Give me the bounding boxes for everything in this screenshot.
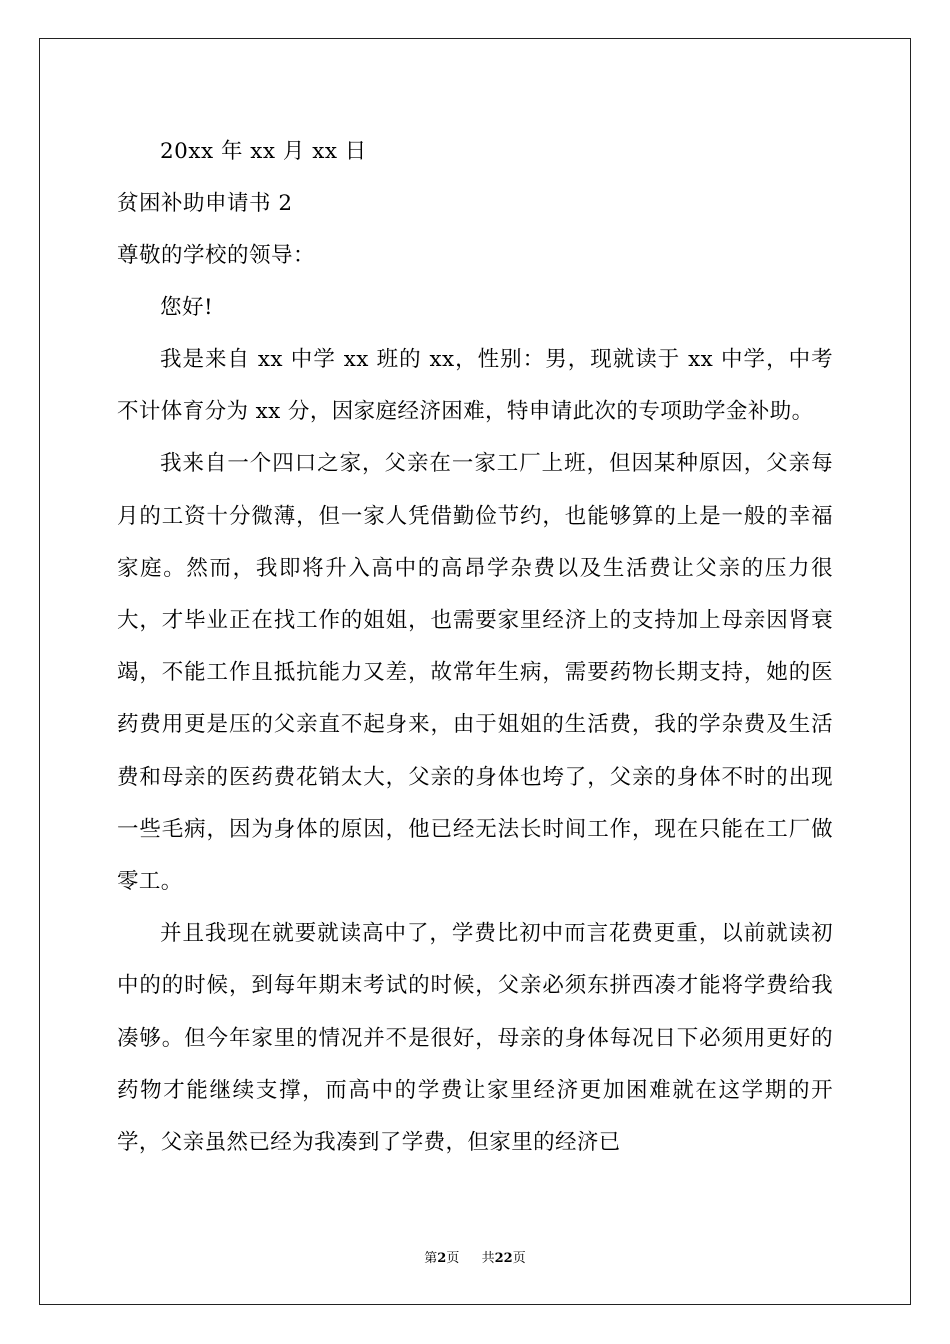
paragraph-1: 我是来自 xx 中学 xx 班的 xx，性别：男，现就读于 xx 中学，中考不计体育分为 xx 分，因家庭经济困难，特申请此次的专项助学金补助。 — [117, 347, 833, 425]
total-prefix: 共 — [481, 1251, 495, 1266]
page-total — [482, 1247, 526, 1266]
page-suffix: 页 — [446, 1251, 460, 1266]
salutation: 尊敬的学校的领导： — [117, 243, 316, 268]
document-title: 贫困补助申请书 2 — [117, 191, 293, 216]
date-line: 20xx 年 xx 月 xx 日 — [160, 139, 367, 164]
total-suffix: 页 — [512, 1251, 526, 1266]
current-page: 2 — [437, 1251, 447, 1266]
greeting: 您好! — [160, 295, 214, 320]
document-body — [117, 126, 833, 1169]
page-footer — [0, 1247, 950, 1266]
paragraph-3: 并且我现在就要就读高中了，学费比初中而言花费更重，以前就读初中的的时候，到每年期末考试的时候，父亲必须东拼西凑才能将学费给我凑够。但今年家里的情况并不是很好，母亲的身体每况日下必须用更好的药物才能继续支撑，而高中的学费让家里经济更加困难就在这学期的开学，父亲虽然已经为我凑到了学费，但家里的经济已 — [117, 921, 833, 1156]
paragraph-2: 我来自一个四口之家，父亲在一家工厂上班，但因某种原因，父亲每月的工资十分微薄，但一家人凭借勤俭节约，也能够算的上是一般的幸福家庭。然而，我即将升入高中的高昂学杂费以及生活费让父亲的压力很大，才毕业正在找工作的姐姐，也需要家里经济上的支持加上母亲因肾衰竭，不能工作且抵抗能力又差，故常年生病，需要药物长期支持，她的医药费用更是压的父亲直不起身来，由于姐姐的生活费，我的学杂费及生活费和母亲的医药费花销太大，父亲的身体也垮了，父亲的身体不时的出现一些毛病，因为身体的原因，他已经无法长时间工作，现在只能在工厂做零工。 — [117, 451, 833, 895]
page-prefix: 第 — [424, 1251, 438, 1266]
total-pages: 22 — [494, 1251, 513, 1266]
page-number — [424, 1247, 459, 1266]
